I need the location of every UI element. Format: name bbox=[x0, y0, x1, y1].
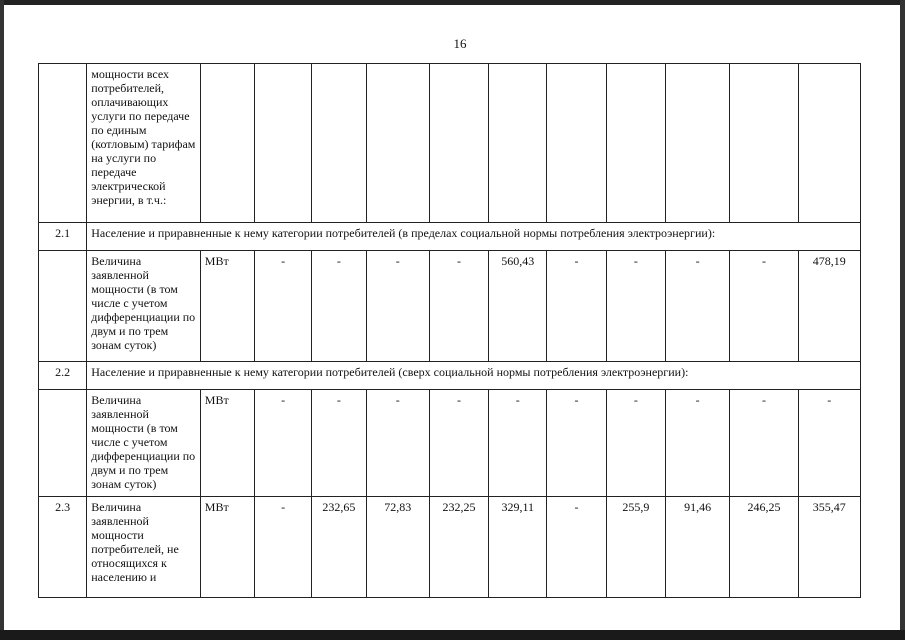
table-row bbox=[39, 251, 861, 362]
data-table bbox=[38, 63, 861, 598]
table-row bbox=[39, 390, 861, 497]
cell-value: - bbox=[730, 251, 798, 362]
cell-value: - bbox=[429, 390, 488, 497]
cell-value bbox=[429, 64, 488, 223]
cell-value: - bbox=[255, 251, 312, 362]
table-row bbox=[39, 64, 861, 223]
row-description: Величина заявленной мощности (в том числе с учетом дифференциации по двум и по трем зонам суток) bbox=[87, 390, 201, 497]
row-description: Величина заявленной мощности потребителей, не относящихся к населению и bbox=[87, 497, 201, 598]
cell-value: 329,11 bbox=[489, 497, 547, 598]
cell-value: - bbox=[312, 251, 366, 362]
table-row bbox=[39, 497, 861, 598]
cell-value: 232,25 bbox=[429, 497, 488, 598]
cell-value: 255,9 bbox=[606, 497, 665, 598]
scan-border-top bbox=[0, 0, 905, 5]
row-number bbox=[39, 64, 87, 223]
cell-value: - bbox=[366, 251, 429, 362]
cell-value: - bbox=[665, 251, 729, 362]
cell-value: - bbox=[606, 390, 665, 497]
cell-value bbox=[489, 64, 547, 223]
cell-value: 72,83 bbox=[366, 497, 429, 598]
cell-value: - bbox=[255, 390, 312, 497]
cell-value: 560,43 bbox=[489, 251, 547, 362]
cell-value bbox=[606, 64, 665, 223]
section-number: 2.1 bbox=[39, 223, 87, 251]
row-unit bbox=[200, 64, 254, 223]
cell-value bbox=[547, 64, 606, 223]
cell-value: 91,46 bbox=[665, 497, 729, 598]
cell-value: 246,25 bbox=[730, 497, 798, 598]
section-title: Население и приравненные к нему категории потребителей (сверх социальной нормы потребления электроэнергии): bbox=[87, 362, 861, 390]
cell-value: - bbox=[489, 390, 547, 497]
cell-value bbox=[798, 64, 860, 223]
row-unit: МВт bbox=[200, 390, 254, 497]
cell-value: - bbox=[366, 390, 429, 497]
cell-value: 478,19 bbox=[798, 251, 860, 362]
cell-value: - bbox=[255, 497, 312, 598]
cell-value bbox=[665, 64, 729, 223]
row-number: 2.3 bbox=[39, 497, 87, 598]
cell-value: - bbox=[547, 390, 606, 497]
scan-border-right bbox=[900, 0, 905, 640]
cell-value: - bbox=[665, 390, 729, 497]
row-number bbox=[39, 251, 87, 362]
section-row bbox=[39, 223, 861, 251]
cell-value bbox=[255, 64, 312, 223]
cell-value: - bbox=[606, 251, 665, 362]
cell-value: - bbox=[547, 251, 606, 362]
cell-value: - bbox=[730, 390, 798, 497]
cell-value bbox=[366, 64, 429, 223]
cell-value bbox=[730, 64, 798, 223]
cell-value: - bbox=[798, 390, 860, 497]
scan-border-left bbox=[0, 0, 4, 640]
cell-value bbox=[312, 64, 366, 223]
page-number: 16 bbox=[453, 36, 467, 51]
cell-value: 232,65 bbox=[312, 497, 366, 598]
row-unit: МВт bbox=[200, 251, 254, 362]
cell-value: - bbox=[312, 390, 366, 497]
row-unit: МВт bbox=[200, 497, 254, 598]
section-title: Население и приравненные к нему категории потребителей (в пределах социальной нормы потребления электроэнергии): bbox=[87, 223, 861, 251]
scan-border-bottom bbox=[0, 630, 905, 640]
cell-value: - bbox=[429, 251, 488, 362]
row-number bbox=[39, 390, 87, 497]
row-description: Величина заявленной мощности (в том числе с учетом дифференциации по двум и по трем зонам суток) bbox=[87, 251, 201, 362]
row-description: мощности всех потребителей, оплачивающих услуги по передаче по единым (котловым) тарифам на услуги по передаче электрической энергии, в т.ч.: bbox=[87, 64, 201, 223]
cell-value: - bbox=[547, 497, 606, 598]
cell-value: 355,47 bbox=[798, 497, 860, 598]
section-number: 2.2 bbox=[39, 362, 87, 390]
section-row bbox=[39, 362, 861, 390]
